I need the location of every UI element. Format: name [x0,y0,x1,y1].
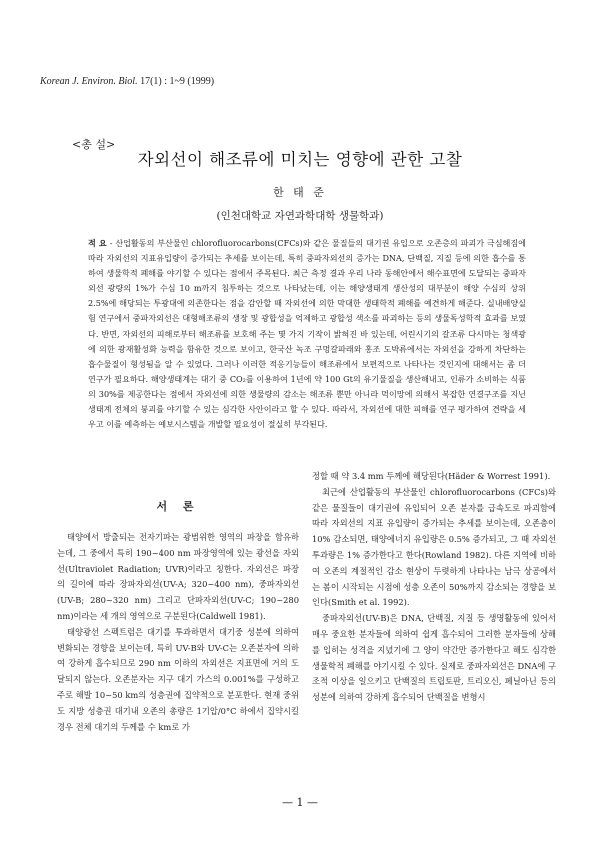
body-paragraph: 최근에 산업활동의 부산물인 chlorofluorocarbons (CFCs)와 같은 물질들이 대기권에 유입되어 오존 분자를 급속도로 파괴함에 따라 자외선의 지표 유입량이 증가되는 추세를 보이는데, 오존층이 10% 감소되면, 태양에너지 유입량은 0.5% 증가되고, 그 때 자외선 투과량은 1% 증가한다고 한다(Rowland 1982). 다른 지역에 비하여 오존의 계절적인 감소 현상이 두렷하게 나타나는 남극 상공에서는 봄이 시작되는 시점에 성층 오존이 50%까지 감소되는 경향을 보인다(Smith et al. 1992). [312,486,556,608]
volume-info: 17(1) : 1~9 (1999) [140,76,215,87]
journal-citation [40,76,214,87]
abstract-label: 적 요 [88,238,107,248]
article-title: 자외선이 해조류에 미치는 영향에 관한 고찰 [137,150,463,169]
left-column [57,498,299,735]
body-paragraph: 중파자외선(UV-B)은 DNA, 단백질, 지질 등 생명활동에 있어서 매우 중요한 분자들에 의하여 쉽게 흡수되어 그러한 분자들에 상해를 입히는 성격을 지녔기에 그 양이 약간만 증가한다고 해도 심각한 생물학적 폐해를 야기시킬 수 있다. 실제로 중파자외선은 DNA에 구조적 이상을 일으키고 단백질의 트립토판, 트리오신, 페닐아닌 등의 성분에 의하여 강하게 흡수되어 단백질을 변형시 [312,613,557,703]
abstract-block [88,236,526,432]
body-paragraph: 태양광선 스펙트럼은 대기를 투과하면서 대기중 성분에 의하여 변화되는 경향을 보이는데, 특히 UV-B와 UV-C는 오존분자에 의하여 강하게 흡수되므로 290 nm 이하의 자외선은 지표면에 거의 도달되지 않는다. 오존분자는 지구 대기 가스의 0.001%를 구성하고 주로 해발 10~50 km의 성층권에 집약적으로 분포한다. 현재 중위도 지방 성층권 대기내 오존의 총량은 1기압/0°C 하에서 집약시킬 경우 전체 대기의 두께를 수 km로 가 [57,626,299,732]
author-name: 한 태 준 [273,186,327,199]
body-paragraph: 정할 때 약 3.4 mm 두께에 해당된다(Häder & Worrest 1991). [312,471,551,481]
section-title: 서 론 [156,500,200,513]
body-paragraph: 태양에서 방출되는 전자기파는 광범위한 영역의 파장을 함유하는데, 그 중에서 특히 190~400 nm 파장영역에 있는 광선을 자외선(Ultraviolet Radiation; UVR)이라고 칭한다. 자외선은 파장의 길이에 따라 장파자외선(UV-A; 320~400 nm), 중파자외선(UV-B; 280~320 nm) 그리고 단파자외선(UV-C; 190~280 nm)이라는 세 개의 영역으로 구분된다(Caldwell 1981). [57,532,299,621]
page-number: — 1 — [282,796,318,809]
journal-name: Korean J. Environ. Biol. [40,76,138,87]
abstract-text: - 산업활동의 부산물인 chlorofluorocarbons(CFCs)와 같은 물질들의 대기권 유입으로 오존층의 파괴가 극심해짐에 따라 자외선의 지표유입량이 증가되는 추세를 보이는데, 특히 중파자외선의 증가는 DNA, 단백질, 지질 등에 의한 흡수를 통하여 생물학적 폐해를 야기할 수 있다는 점에서 주목된다. 최근 측정 결과 우리 나라 동해안에서 해수표면에 도달되는 중파자외선 광량의 1%가 수심 10 m까지 침투하는 것으로 나타났는데, 이는 해양생태계 생산성의 대부분이 해양 수심의 상위 2.5%에 해당되는 투광대에 의존한다는 점을 감안할 때 자외선에 의한 막대한 생태학적 폐해를 예견하게 해준다. 실내배양실험 연구에서 중파자외선은 대형해조류의 생장 및 광합성을 억제하고 광합성 색소를 파괴하는 등의 생물독성학적 효과를 보였다. 반면, 자외선의 피해로부터 해조류를 보호해 주는 몇 가지 기작이 밝혀진 바 있는데, 어린시기의 갈조류 다시마는 청색광에 의한 광재활성화 능력을 함유한 것으로 보이고, 한국산 녹조 구멍갈파래와 홍조 도박류에서는 자외선을 강하게 차단하는 흡수물질이 형성됨을 알 수 있었다. 그러나 이러한 적응기능들이 해조류에서 보편적으로 나타나는 것인지에 대해서는 좀 더 연구가 필요하다. 해양생태계는 대기 중 CO₂를 이용하여 1년에 약 100 Gt의 유기물질을 생산해내고, 인류가 소비하는 식품의 30%를 제공한다는 점에서 자외선에 의한 생물량의 감소는 해조류 뿐만 아니라 먹이망에 의해서 복잡한 연결구조를 지닌 생태계 전체의 붕괴를 야기할 수 있는 심각한 사안이라고 할 수 있다. 따라서, 자외선에 대한 피해를 연구 평가하여 견략을 세우고 이를 예측하는 예보시스템을 개발할 필요성이 절실히 부각된다. [88,238,526,430]
author-affiliation: (인천대학교 자연과학대학 생물학과) [216,210,384,222]
article-category: <총 설> [72,138,116,151]
right-column [312,469,556,706]
